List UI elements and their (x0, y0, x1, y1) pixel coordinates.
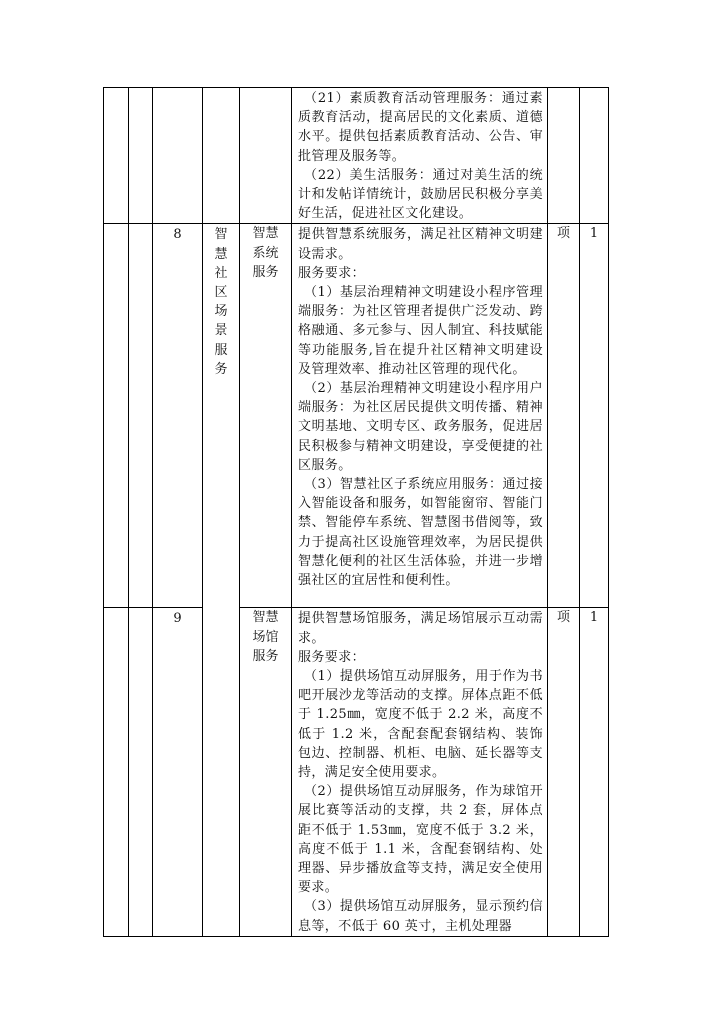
quantity-cell: 1 (580, 224, 609, 608)
requirement-item: （1）提供场馆互动屏服务，用于作为书吧开展沙龙等活动的支撑。屏体点距不低于 1.25㎜，宽度不低于 2.2 米，高度不低于 1.2 米，含配套配套钢结构、装饰包边、控制器、机柜、电脑、延长器等支持，满足安全使用要求。 (298, 669, 543, 781)
blank-cell (104, 88, 129, 224)
requirement-item: （2）基层治理精神文明建设小程序用户端服务：为社区居民提供文明传播、精神文明基地、文明专区、政务服务，促进居民积极参与精神文明建设，享受便捷的社区服务。 (298, 381, 543, 473)
blank-cell (129, 88, 153, 224)
category-char: 社 (214, 265, 228, 281)
unit-cell: 项 (548, 224, 580, 608)
service-name: 智慧 系统 服务 (252, 226, 279, 280)
description-paragraph: （22）美生活服务：通过对美生活的统计和发帖详情统计，鼓励居民积极分享美好生活，促进社区文化建设。 (298, 167, 543, 222)
blank-cell (104, 608, 129, 936)
description-cell (292, 224, 548, 608)
category-label (203, 225, 239, 379)
category-char: 智 (214, 227, 228, 243)
name-cell (240, 88, 292, 224)
category-char: 景 (214, 323, 228, 339)
service-intro: 提供智慧系统服务，满足社区精神文明建设需求。 (298, 227, 543, 262)
item-number: 8 (153, 224, 203, 608)
blank-cell (129, 224, 153, 608)
requirement-item: （3）智慧社区子系统应用服务：通过接入智能设备和服务，如智能窗帘、智能门禁、智能停车系统、智慧图书借阅等，致力于提高社区设施管理效率，为居民提供智慧化便利的社区生活体验，并进一步增强社区的宜居性和便利性。 (298, 477, 543, 589)
quantity-cell (580, 88, 609, 224)
requirements-label: 服务要求： (298, 649, 366, 665)
description-cell (292, 88, 548, 224)
number-cell (153, 88, 203, 224)
category-cell (203, 224, 240, 936)
table-row-item-8 (104, 224, 609, 608)
service-name: 智慧 场馆 服务 (252, 610, 279, 664)
category-char: 区 (214, 285, 228, 301)
category-char: 场 (214, 304, 228, 320)
table-row-continuation (104, 88, 609, 224)
unit-cell: 项 (548, 608, 580, 936)
category-cell (203, 88, 240, 224)
service-spec-table (103, 87, 609, 937)
requirement-item: （2）提供场馆互动屏服务，作为球馆开展比赛等活动的支撑，共 2 套，屏体点距不低于 1.53㎜，宽度不低于 3.2 米，高度不低于 1.1 米，含配套钢结构、处理器、异步播放盒等支持，满足安全使用要求。 (298, 784, 543, 896)
service-name-cell (240, 224, 292, 608)
service-intro: 提供智慧场馆服务，满足场馆展示互动需求。 (298, 611, 543, 646)
requirement-item: （3）提供场馆互动屏服务，显示预约信息等，不低于 60 英寸，主机处理器 (298, 899, 543, 934)
requirements-label: 服务要求： (298, 265, 366, 281)
item-number: 9 (153, 608, 203, 936)
table-row-item-9 (104, 608, 609, 936)
blank-cell (129, 608, 153, 936)
blank-cell (104, 224, 129, 608)
category-char: 慧 (214, 246, 228, 262)
service-name-cell (240, 608, 292, 936)
category-char: 服 (214, 342, 228, 358)
unit-cell (548, 88, 580, 224)
quantity-cell: 1 (580, 608, 609, 936)
category-char: 务 (214, 361, 228, 377)
description-cell (292, 608, 548, 936)
requirement-item: （1）基层治理精神文明建设小程序管理端服务：为社区管理者提供广泛发动、跨格融通、多元参与、因人制宜、科技赋能等功能服务,旨在提升社区精神文明建设及管理效率、推动社区管理的现代化。 (298, 285, 543, 377)
description-paragraph: （21）素质教育活动管理服务：通过素质教育活动，提高居民的文化素质、道德水平。提供包括素质教育活动、公告、审批管理及服务等。 (298, 91, 543, 164)
